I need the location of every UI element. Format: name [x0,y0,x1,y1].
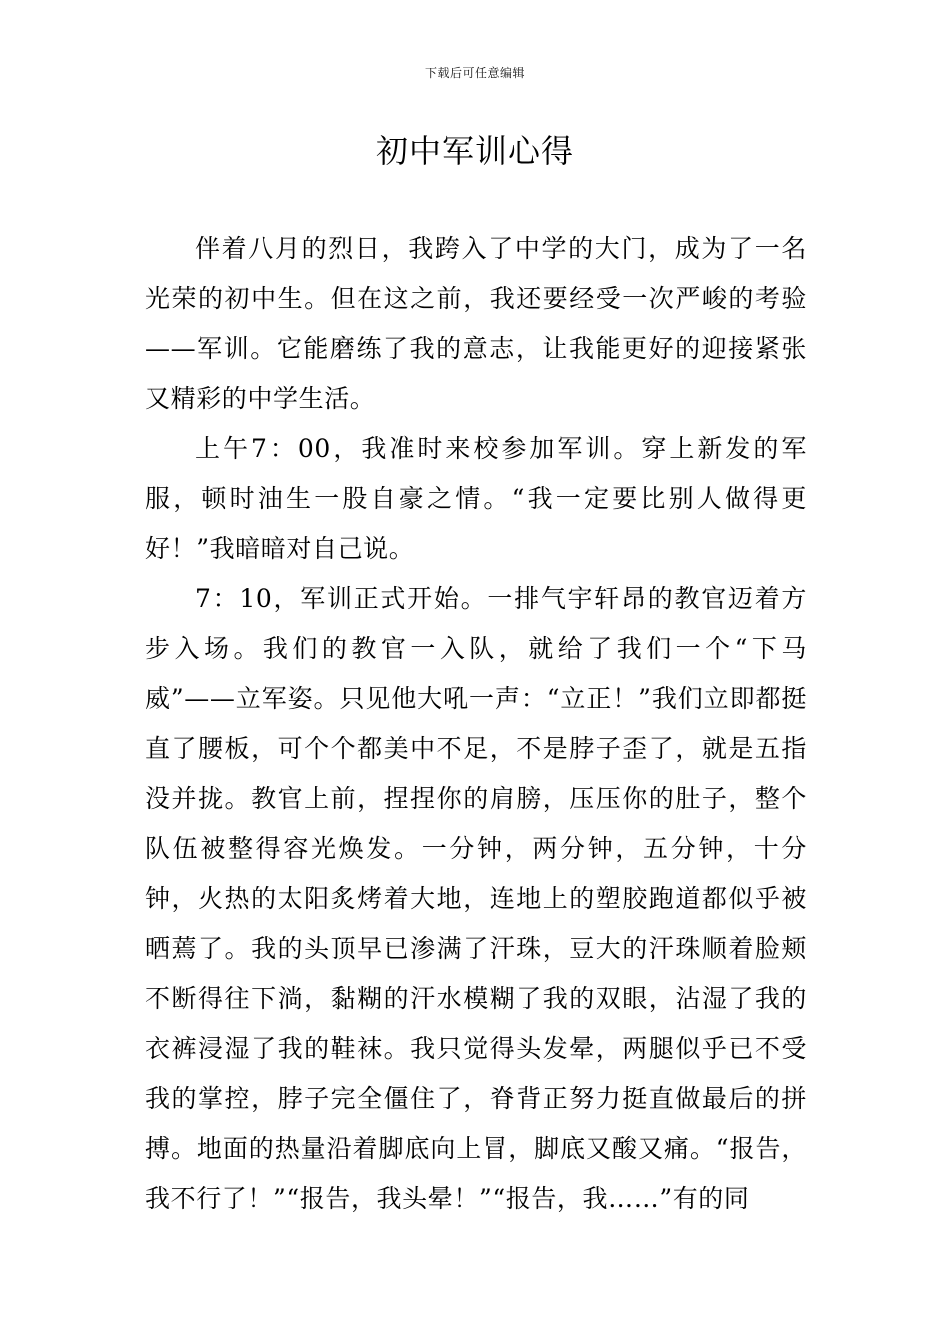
paragraph-1: 伴着八月的烈日，我跨入了中学的大门，成为了一名光荣的初中生。但在这之前，我还要经受一次严峻的考验——军训。它能磨练了我的意志，让我能更好的迎接紧张又精彩的中学生活。 [145,234,807,413]
document-body [145,224,807,1224]
paragraph-3: 7：10，军训正式开始。一排气宇轩昂的教官迈着方步入场。我们的教官一入队，就给了我们一个“下马威”——立军姿。只见他大吼一声：“立正！”我们立即都挺直了腰板，可个个都美中不足，不是脖子歪了，就是五指没并拢。教官上前，捏捏你的肩膀，压压你的肚子，整个队伍被整得容光焕发。一分钟，两分钟，五分钟，十分钟，火热的太阳炙烤着大地，连地上的塑胶跑道都似乎被晒蔫了。我的头顶早已渗满了汗珠，豆大的汗珠顺着脸颊不断得往下淌，黏糊的汗水模糊了我的双眼，沾湿了我的衣裤浸湿了我的鞋袜。我只觉得头发晕，两腿似乎已不受我的掌控，脖子完全僵住了，脊背正努力挺直做最后的拼搏。地面的热量沿着脚底向上冒，脚底又酸又痛。“报告，我不行了！”“报告，我头晕！”“报告，我……”有的同 [145,584,807,1213]
paragraph-2: 上午7：00，我准时来校参加军训。穿上新发的军服，顿时油生一股自豪之情。“我一定要比别人做得更好！”我暗暗对自己说。 [145,434,807,563]
document-title: 初中军训心得 [375,132,574,170]
header-note: 下载后可任意编辑 [424,66,525,80]
